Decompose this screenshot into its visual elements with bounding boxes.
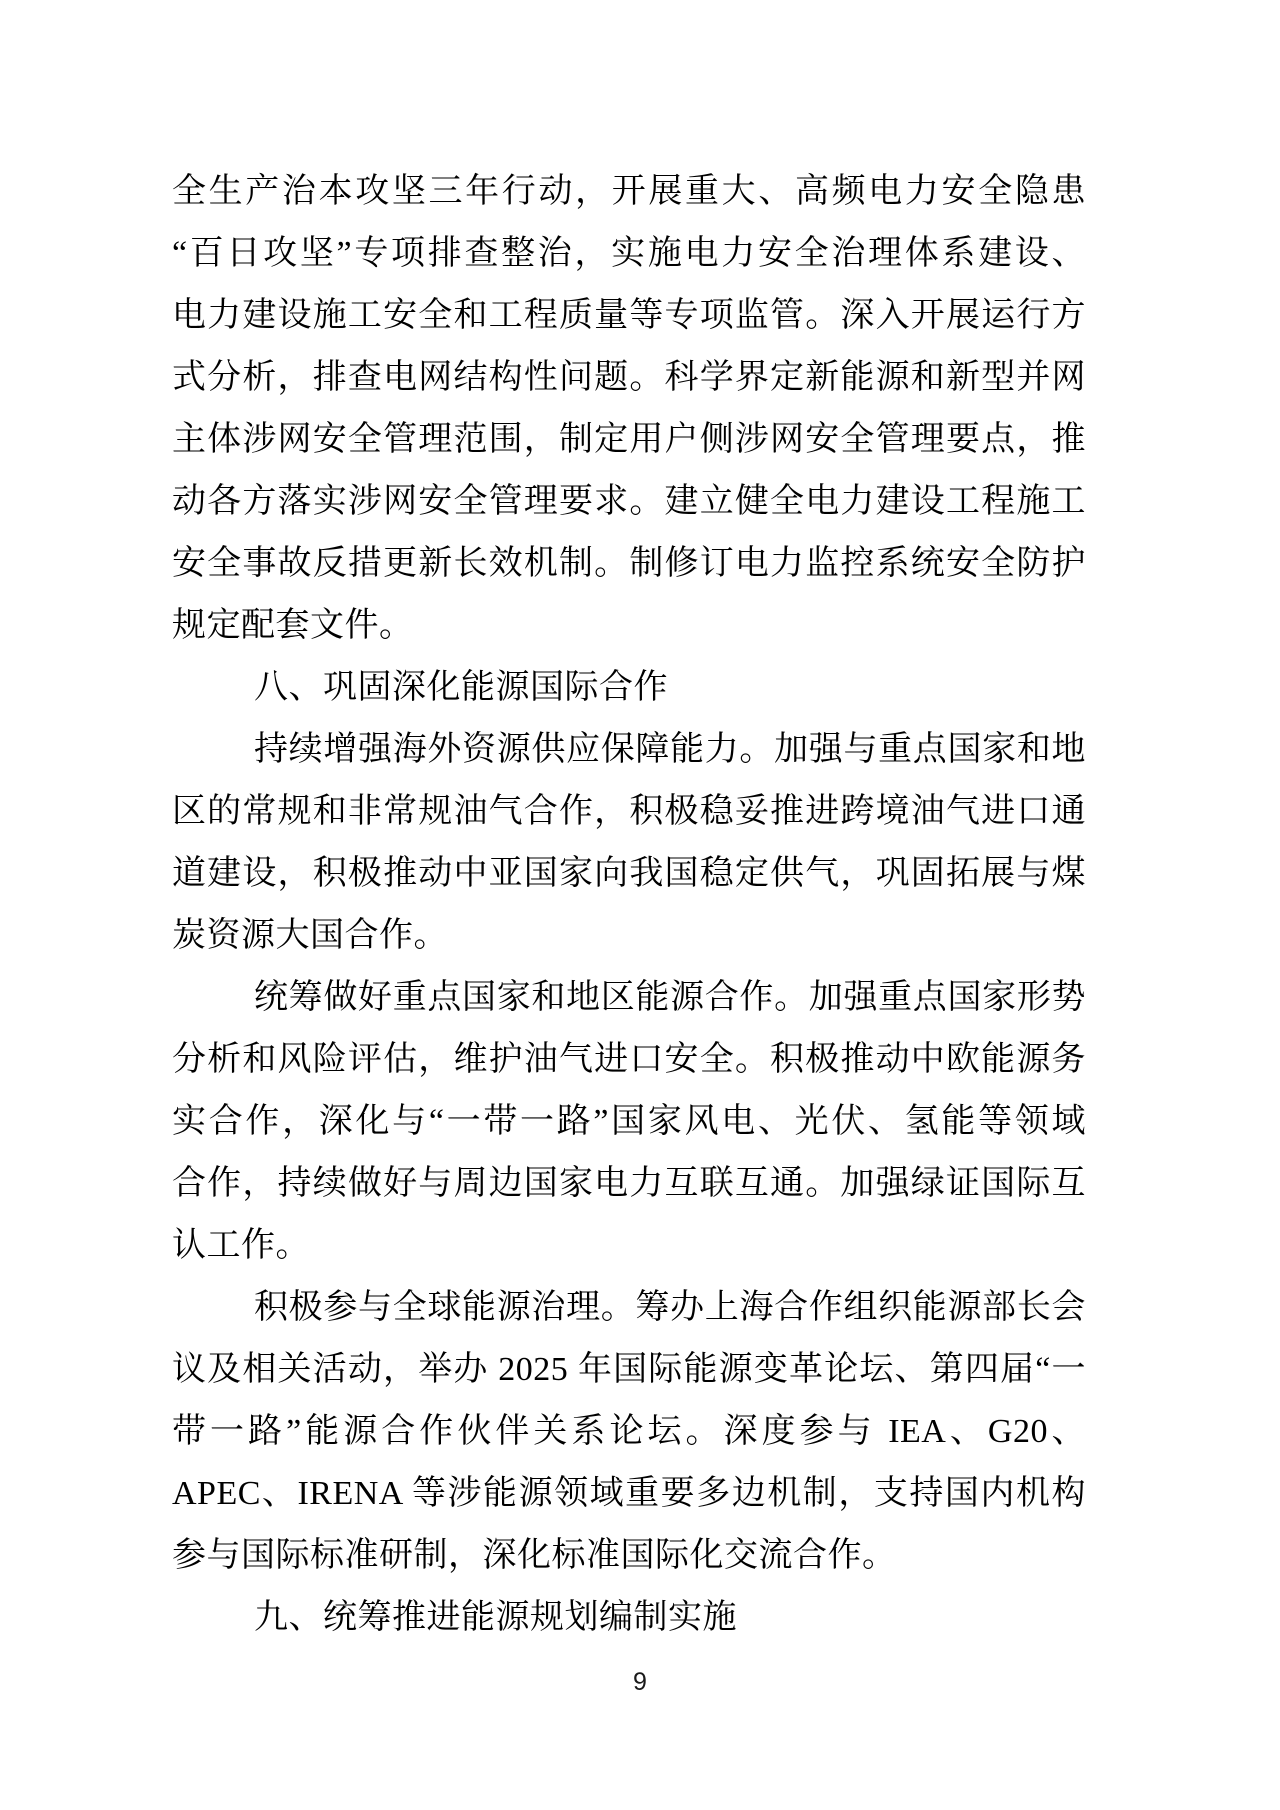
text-line: 实合作，深化与“一带一路”国家风电、光伏、氢能等领域 <box>172 1103 1086 1140</box>
text-line: 认工作。 <box>172 1227 310 1264</box>
text-line: 电力建设施工安全和工程质量等专项监管。深入开展运行方 <box>172 297 1086 334</box>
text-line: 带一路”能源合作伙伴关系论坛。深度参与 IEA、G20、 <box>172 1413 1086 1450</box>
text-line: 规定配套文件。 <box>172 607 414 644</box>
text-line: 动各方落实涉网安全管理要求。建立健全电力建设工程施工 <box>172 483 1086 520</box>
text-line: 合作，持续做好与周边国家电力互联互通。加强绿证国际互 <box>172 1165 1086 1202</box>
text-line: APEC、IRENA 等涉能源领域重要多边机制，支持国内机构 <box>172 1475 1086 1512</box>
text-line: 炭资源大国合作。 <box>172 917 448 954</box>
text-line: 统筹做好重点国家和地区能源合作。加强重点国家形势 <box>254 979 1086 1016</box>
text-line: 道建设，积极推动中亚国家向我国稳定供气，巩固拓展与煤 <box>172 855 1086 892</box>
section-heading: 八、巩固深化能源国际合作 <box>254 669 668 706</box>
text-line: 区的常规和非常规油气合作，积极稳妥推进跨境油气进口通 <box>172 793 1086 830</box>
text-line: 持续增强海外资源供应保障能力。加强与重点国家和地 <box>254 731 1086 768</box>
text-line: 主体涉网安全管理范围，制定用户侧涉网安全管理要点，推 <box>172 421 1086 458</box>
page-number: 9 <box>633 1668 647 1696</box>
text-line: 参与国际标准研制，深化标准国际化交流合作。 <box>172 1537 897 1574</box>
section-heading: 九、统筹推进能源规划编制实施 <box>254 1599 737 1636</box>
text-line: 全生产治本攻坚三年行动，开展重大、高频电力安全隐患 <box>172 173 1086 210</box>
text-line: “百日攻坚”专项排查整治，实施电力安全治理体系建设、 <box>172 235 1086 272</box>
text-line: 分析和风险评估，维护油气进口安全。积极推动中欧能源务 <box>172 1041 1086 1078</box>
text-line: 议及相关活动，举办 2025 年国际能源变革论坛、第四届“一 <box>172 1351 1086 1388</box>
text-line: 式分析，排查电网结构性问题。科学界定新能源和新型并网 <box>172 359 1086 396</box>
text-line: 积极参与全球能源治理。筹办上海合作组织能源部长会 <box>254 1289 1086 1326</box>
text-line: 安全事故反措更新长效机制。制修订电力监控系统安全防护 <box>172 545 1086 582</box>
document-body <box>172 161 1086 1649</box>
